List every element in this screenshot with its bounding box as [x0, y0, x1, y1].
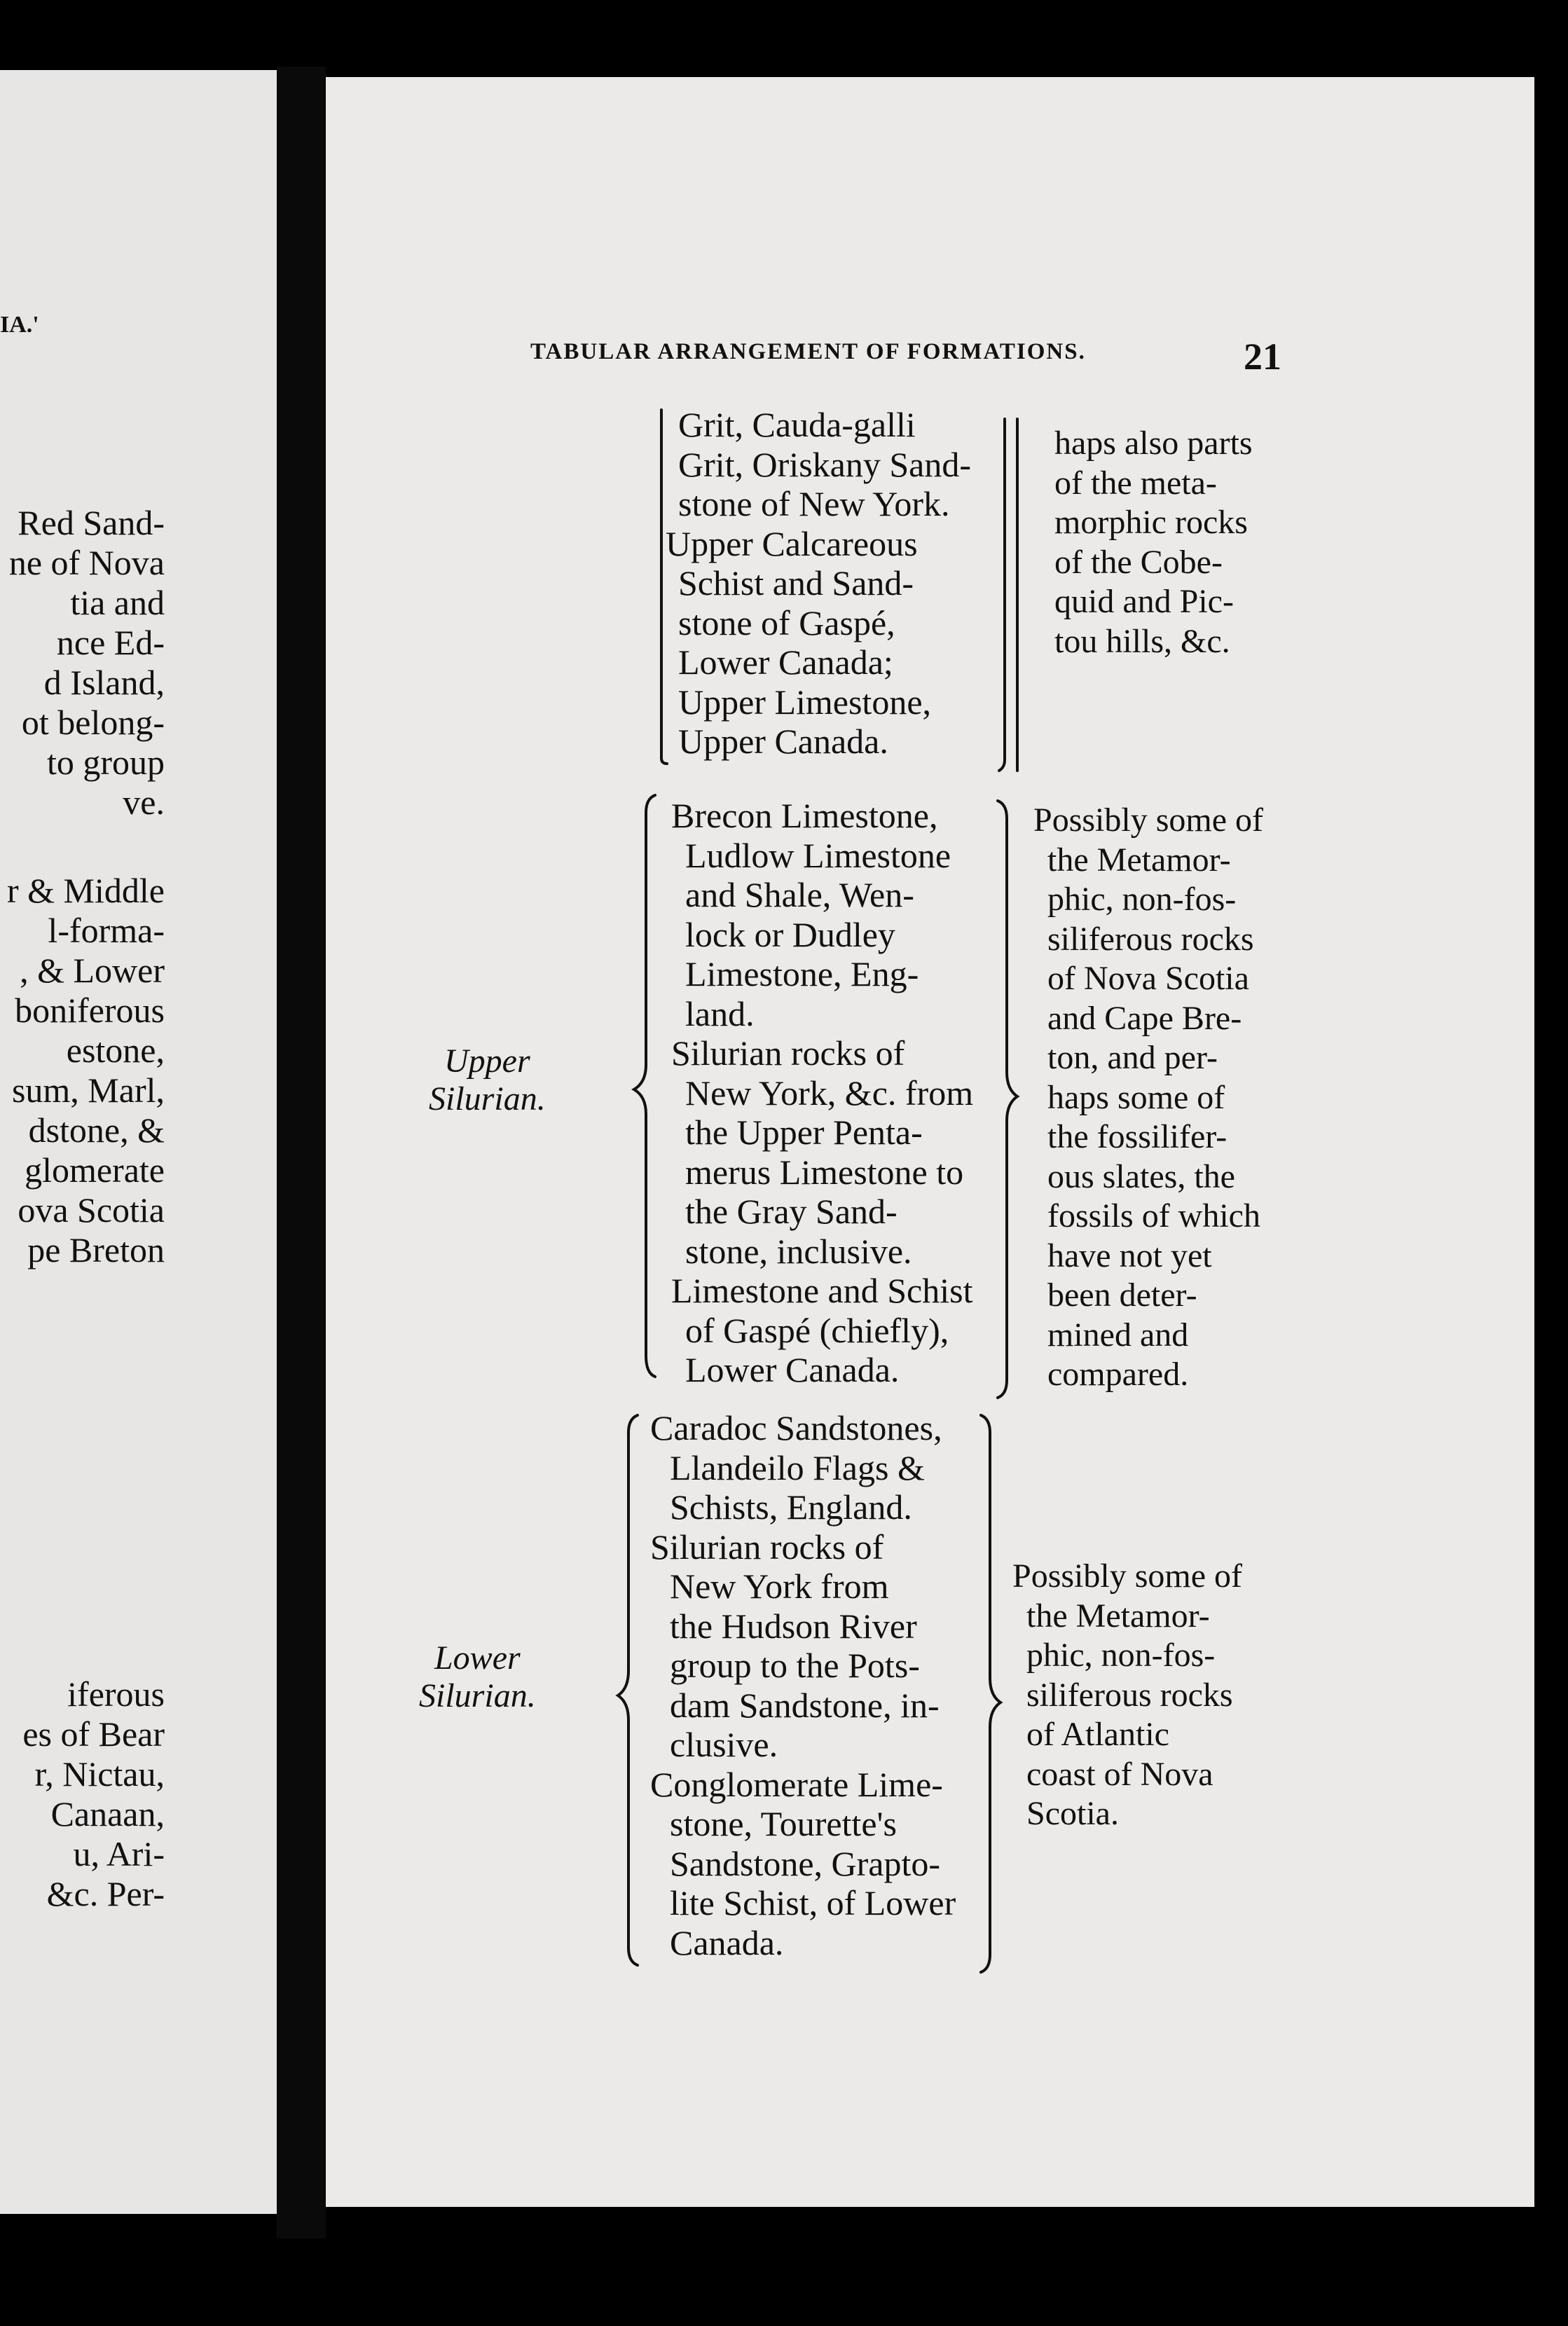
age-label-upper-silurian: Upper Silurian.: [429, 1042, 546, 1117]
brace-row-3-right: [981, 1415, 1000, 1972]
age-label-lower-silurian: Lower Silurian.: [419, 1639, 536, 1714]
brace-row-2-right: [998, 801, 1017, 1398]
brace-row-1-left: [661, 410, 667, 764]
brace-row-3-left: [618, 1415, 638, 1965]
facing-page-header-fragment: IA.': [0, 312, 39, 338]
row-3-nova-scotia: Possibly some of the Metamor- phic, non-fos- siliferous rocks of Atlantic coast of Nova Scotia.: [1012, 1557, 1243, 1832]
facing-page-block-2: r & Middle l-forma- , & Lower boniferous estone, sum, Marl, dstone, & glomerate ova Scotia pe Breton: [7, 871, 165, 1269]
page-number: 21: [1244, 336, 1281, 378]
facing-page-block-3: iferous es of Bear r, Nictau, Canaan, u, Ari- &c. Per-: [22, 1674, 165, 1913]
brace-row-1-right: [999, 419, 1005, 771]
row-1-foreign-equivalents: Grit, Cauda-galli Grit, Oriskany Sand- stone of New York. Upper Calcareous Schist and Sand- stone of Gaspé, Lower Canada; Upper Limestone, Upper Canada.: [666, 405, 971, 761]
brace-row-2-left: [634, 795, 655, 1377]
row-3-foreign-equivalents: Caradoc Sandstones, Llandeilo Flags & Schists, England. Silurian rocks of New York from the Hudson River group to the Pots- dam Sandstone, in- clusive. Conglomerate Lime- stone, Tourette's Sandstone, Grapto- lite Schist, of Lower Canada.: [650, 1408, 956, 1962]
row-2-nova-scotia: Possibly some of the Metamor- phic, non-fos- siliferous rocks of Nova Scotia and Cape Bre- ton, and per- haps some of the fossilifer- ous slates, the fossils of which have not yet been deter- mined and compared.: [1033, 801, 1264, 1393]
row-1-nova-scotia: haps also parts of the meta- morphic rocks of the Cobe- quid and Pic- tou hills, &c.: [1054, 425, 1253, 660]
running-title: TABULAR ARRANGEMENT OF FORMATIONS.: [530, 339, 1086, 364]
facing-page-block-1: Red Sand- ne of Nova tia and nce Ed- d Island, ot belong- to group ve.: [8, 503, 165, 822]
row-2-foreign-equivalents: Brecon Limestone, Ludlow Limestone and Shale, Wen- lock or Dudley Limestone, Eng- land. Silurian rocks of New York, &c. from the Upper Penta- merus Limestone to the Gray Sand- stone, inclusive. Limestone and Schist of Gaspé (chiefly), Lower Canada.: [671, 796, 974, 1389]
